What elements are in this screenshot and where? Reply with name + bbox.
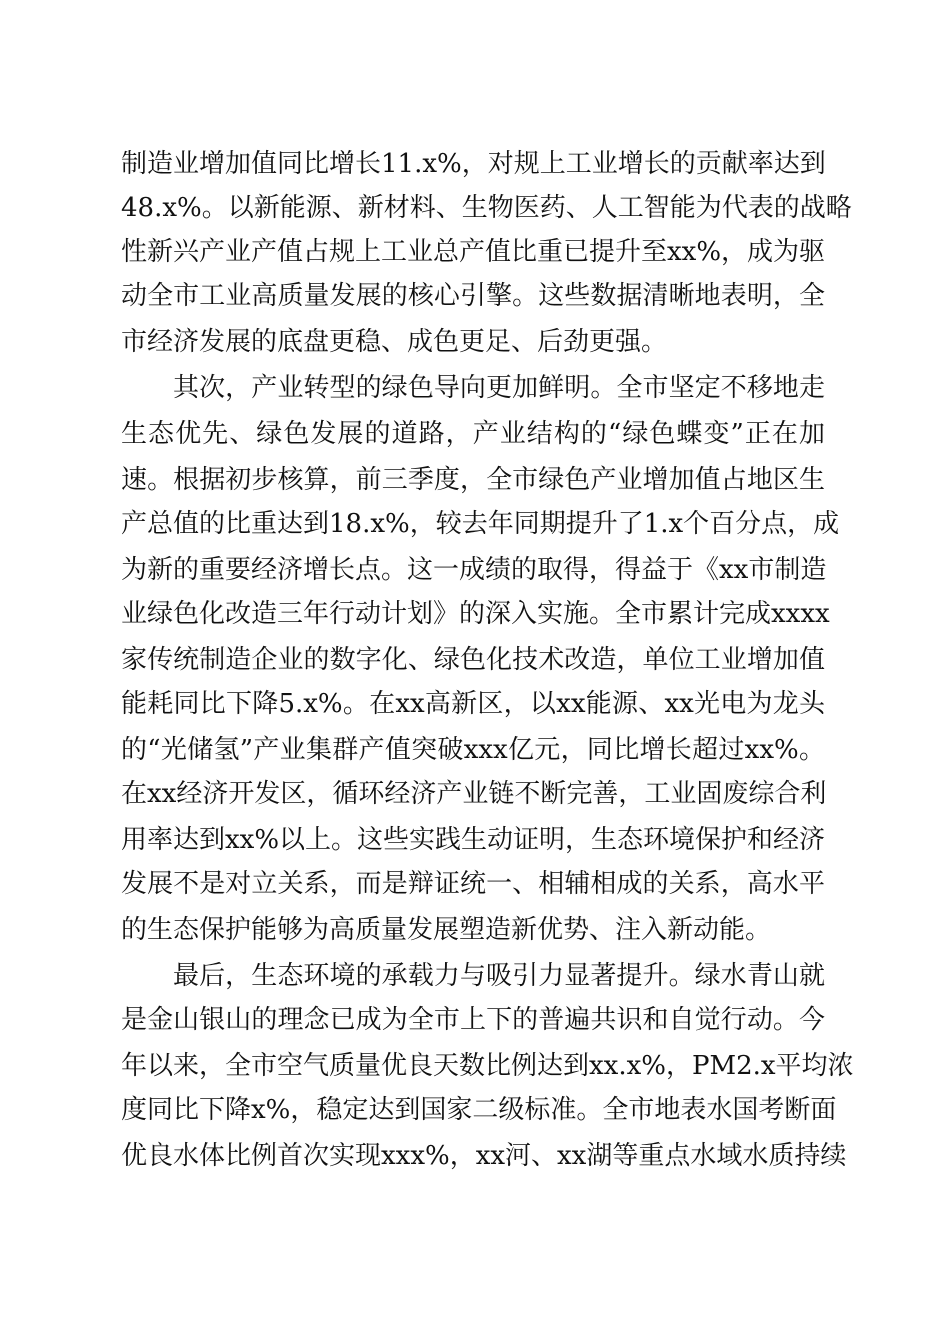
text-line-11: 业绿色化改造三年行动计划》的深入实施。全市累计完成xxxx bbox=[121, 599, 830, 629]
text-line-10: 为新的重要经济增长点。这一成绩的取得，得益于《xx市制造 bbox=[121, 555, 827, 585]
text-line-19: 最后，生态环境的承载力与吸引力显著提升。绿水青山就 bbox=[173, 961, 825, 991]
text-line-22: 度同比下降x%，稳定达到国家二级标准。全市地表水国考断面 bbox=[121, 1095, 837, 1125]
text-line-14: 的“光储氢”产业集群产值突破xxx亿元，同比增长超过xx%。 bbox=[121, 735, 825, 765]
text-line-9: 产总值的比重达到18.x%，较去年同期提升了1.x个百分点，成 bbox=[121, 509, 840, 539]
text-line-2: 48.x%。以新能源、新材料、生物医药、人工智能为代表的战略 bbox=[121, 193, 852, 223]
text-line-23: 优良水体比例首次实现xxx%，xx河、xx湖等重点水域水质持续 bbox=[121, 1141, 847, 1171]
text-line-18: 的生态保护能够为高质量发展塑造新优势、注入新动能。 bbox=[121, 915, 772, 945]
text-line-3: 性新兴产业产值占规上工业总产值比重已提升至xx%，成为驱 bbox=[121, 237, 826, 267]
text-line-8: 速。根据初步核算，前三季度，全市绿色产业增加值占地区生 bbox=[121, 465, 825, 495]
text-line-17: 发展不是对立关系，而是辩证统一、相辅相成的关系，高水平 bbox=[121, 869, 825, 899]
text-line-12: 家传统制造企业的数字化、绿色化技术改造，单位工业增加值 bbox=[121, 645, 825, 675]
text-line-5: 市经济发展的底盘更稳、成色更足、后劲更强。 bbox=[121, 327, 668, 357]
text-line-16: 用率达到xx%以上。这些实践生动证明，生态环境保护和经济 bbox=[121, 825, 826, 855]
text-line-4: 动全市工业高质量发展的核心引擎。这些数据清晰地表明，全 bbox=[121, 281, 825, 311]
text-line-15: 在xx经济开发区，循环经济产业链不断完善，工业固废综合利 bbox=[121, 779, 827, 809]
text-line-6: 其次，产业转型的绿色导向更加鲜明。全市坚定不移地走 bbox=[173, 373, 825, 403]
text-line-1: 制造业增加值同比增长11.x%，对规上工业增长的贡献率达到 bbox=[121, 149, 826, 179]
text-line-7: 生态优先、绿色发展的道路，产业结构的“绿色蝶变”正在加 bbox=[121, 419, 825, 449]
text-line-13: 能耗同比下降5.x%。在xx高新区，以xx能源、xx光电为龙头 bbox=[121, 689, 825, 719]
text-line-21: 年以来，全市空气质量优良天数比例达到xx.x%，PM2.x平均浓 bbox=[121, 1051, 854, 1081]
text-line-20: 是金山银山的理念已成为全市上下的普遍共识和自觉行动。今 bbox=[121, 1005, 825, 1035]
